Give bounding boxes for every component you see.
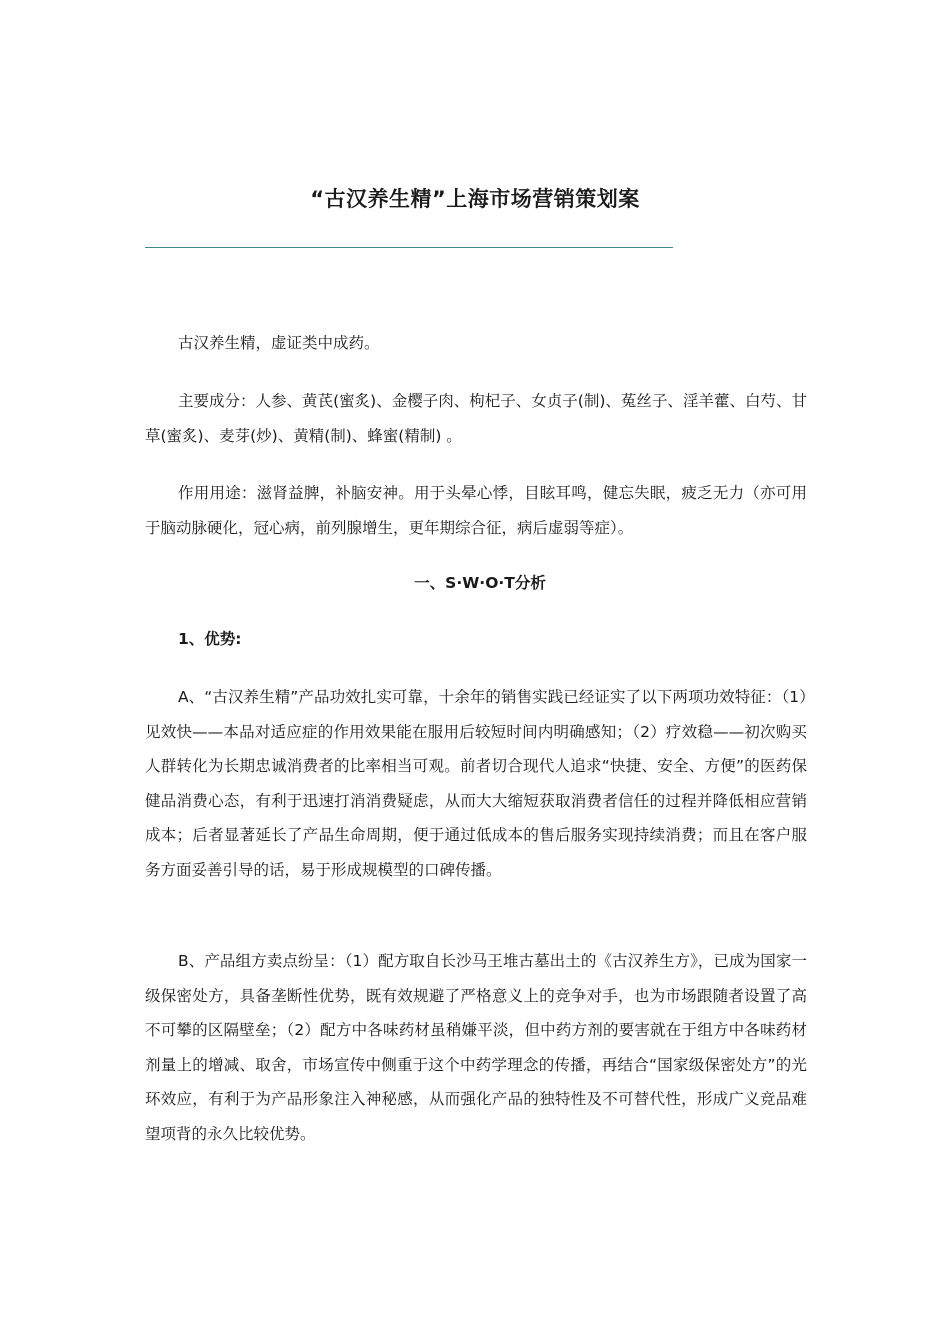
ingredients-paragraph: 主要成分：人参、黄芪(蜜炙)、金樱子肉、枸杞子、女贞子(制)、菟丝子、淫羊藿、白芍、甘草(蜜炙)、麦芽(炒)、黄精(制)、蜂蜜(精制) 。 [145, 392, 807, 445]
usage-paragraph: 作用用途：滋肾益脾，补脑安神。用于头晕心悸，目眩耳鸣，健忘失眠，疲乏无力（亦可用于脑动脉硬化，冠心病，前列腺增生，更年期综合征，病后虚弱等症）。 [145, 484, 807, 537]
strength-point-b: B、产品组方卖点纷呈：（1）配方取自长沙马王堆古墓出土的《古汉养生方》，已成为国家一级保密处方，具备垄断性优势，既有效规避了严格意义上的竞争对手，也为市场跟随者设置了高不可攀的区隔壁垒；（2）配方中各味药材虽稍嫌平淡，但中药方剂的要害就在于组方中各味药材剂量上的增减、取舍，市场宣传中侧重于这个中药学理念的传播，再结合“国家级保密处方”的光环效应，有利于为产品形象注入神秘感，从而强化产品的独特性及不可替代性，形成广义竞品难望项背的永久比较优势。 [145, 952, 807, 1143]
strength-point-a: A、“古汉养生精”产品功效扎实可靠，十余年的销售实践已经证实了以下两项功效特征：（1）见效快——本品对适应症的作用效果能在服用后较短时间内明确感知；（2）疗效稳——初次购买人群转化为长期忠诚消费者的比率相当可观。前者切合现代人追求“快捷、安全、方便”的医药保健品消费心态，有利于迅速打消消费疑虑，从而大大缩短获取消费者信任的过程并降低相应营销成本；后者显著延长了产品生命周期，便于通过低成本的售后服务实现持续消费；而且在客户服务方面妥善引导的话，易于形成规模型的口碑传播。 [145, 688, 807, 879]
document-title: “古汉养生精”上海市场营销策划案 [310, 187, 640, 211]
intro-paragraph: 古汉养生精，虚证类中成药。 [178, 334, 380, 352]
strengths-subheading: 1、优势: [178, 630, 242, 648]
swot-section-heading: 一、S·W·O·T分析 [414, 574, 546, 592]
title-divider [145, 247, 673, 248]
